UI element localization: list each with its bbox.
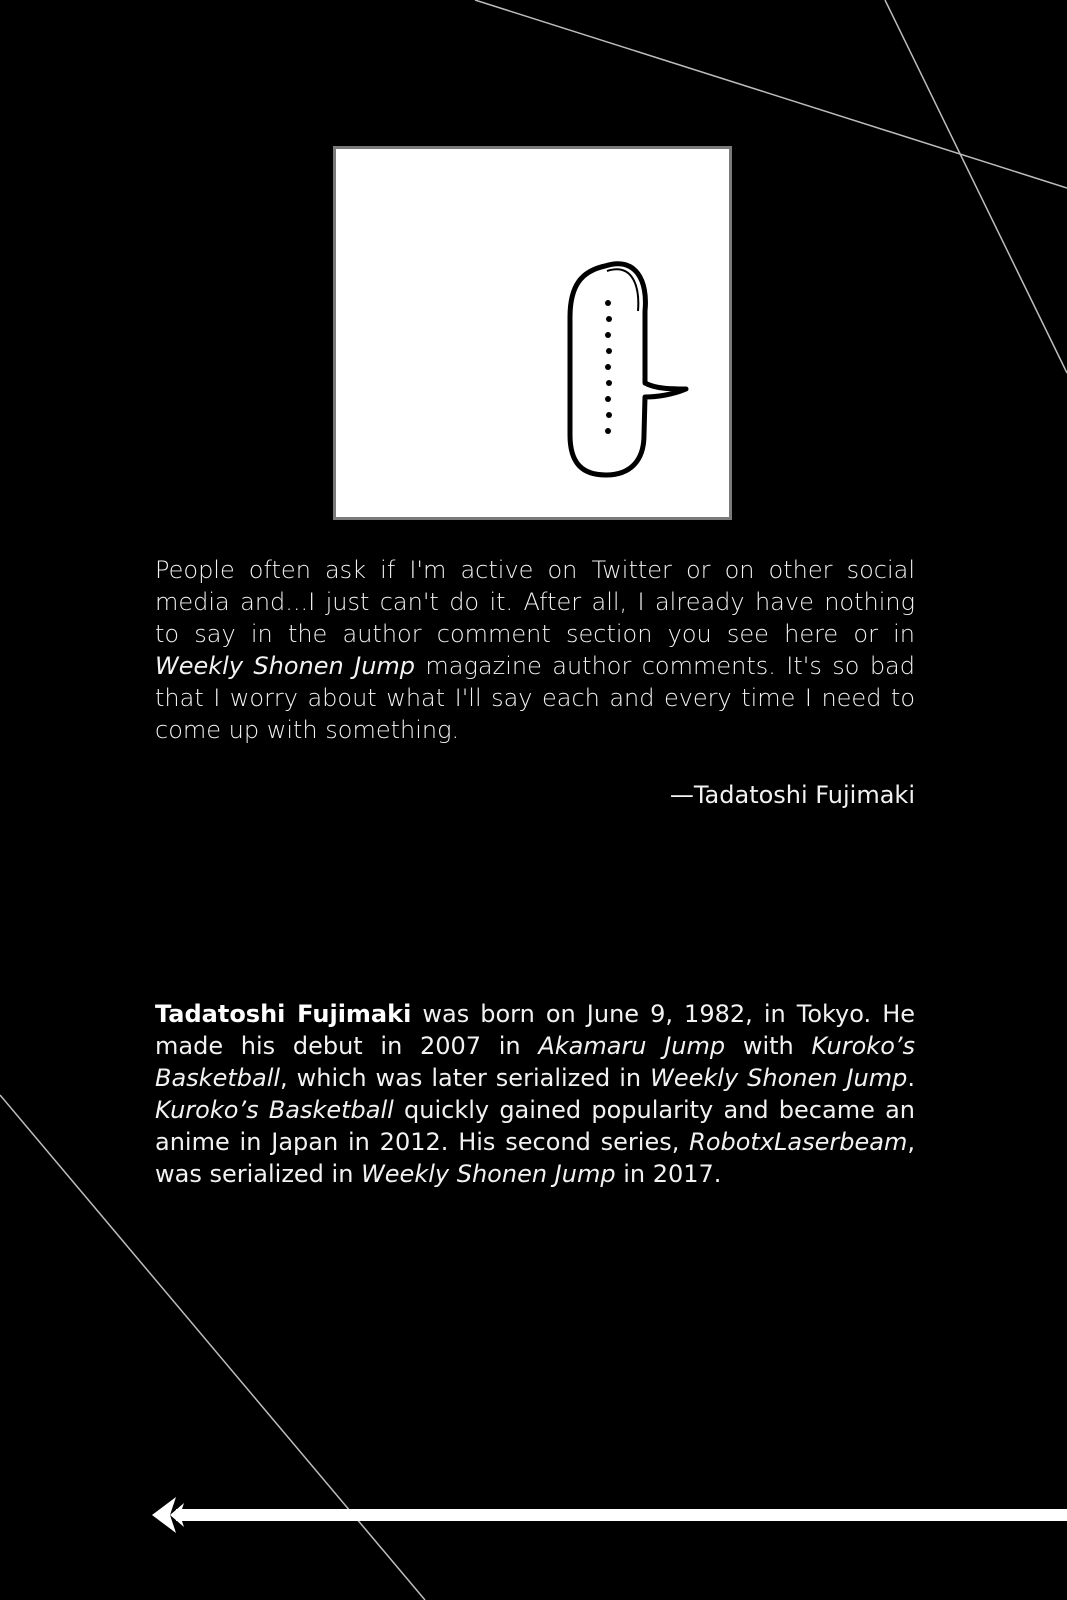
bio-text: with	[725, 1032, 812, 1060]
magazine-title: Weekly Shonen Jump	[361, 1160, 616, 1188]
magazine-title: Weekly Shonen Jump	[650, 1064, 908, 1092]
magazine-title: Weekly Shonen Jump	[155, 652, 416, 680]
arrow-left-icon[interactable]	[150, 1493, 1067, 1537]
bio-text: was born on June 9, 1982, in Tokyo. He made his debut in 2007 in	[155, 1000, 916, 1060]
series-title: Kuroko’s Basketball	[155, 1096, 394, 1124]
author-signature: —Tadatoshi Fujimaki	[669, 781, 915, 809]
decorative-line	[885, 0, 1067, 373]
series-title: RobotxLaserbeam	[689, 1128, 908, 1156]
author-bio	[155, 998, 915, 1190]
bio-text: in 2017.	[615, 1160, 722, 1188]
author-portrait-frame	[333, 146, 732, 520]
comment-text: magazine author comments. It's so bad that I worry about what I'll say each and every time I need to come up with something.	[155, 652, 915, 744]
series-title: Kuroko’s Basketball	[155, 1032, 916, 1092]
author-comment	[155, 554, 915, 746]
magazine-title: Akamaru Jump	[538, 1032, 726, 1060]
bio-text: , which was later serialized in	[280, 1064, 651, 1092]
bio-text: quickly gained popularity and became an anime in Japan in 2012. His second series,	[155, 1096, 915, 1156]
speech-bubble-ellipsis-icon	[336, 149, 729, 517]
bio-text: .	[907, 1064, 915, 1092]
author-name: Tadatoshi Fujimaki	[155, 1000, 412, 1028]
bio-text: , was serialized in	[155, 1128, 915, 1188]
comment-text: People often ask if I'm active on Twitter or on other social media and...I just can't do it. After all, I already have nothing to say in the author comment section you see here or in	[155, 556, 915, 648]
